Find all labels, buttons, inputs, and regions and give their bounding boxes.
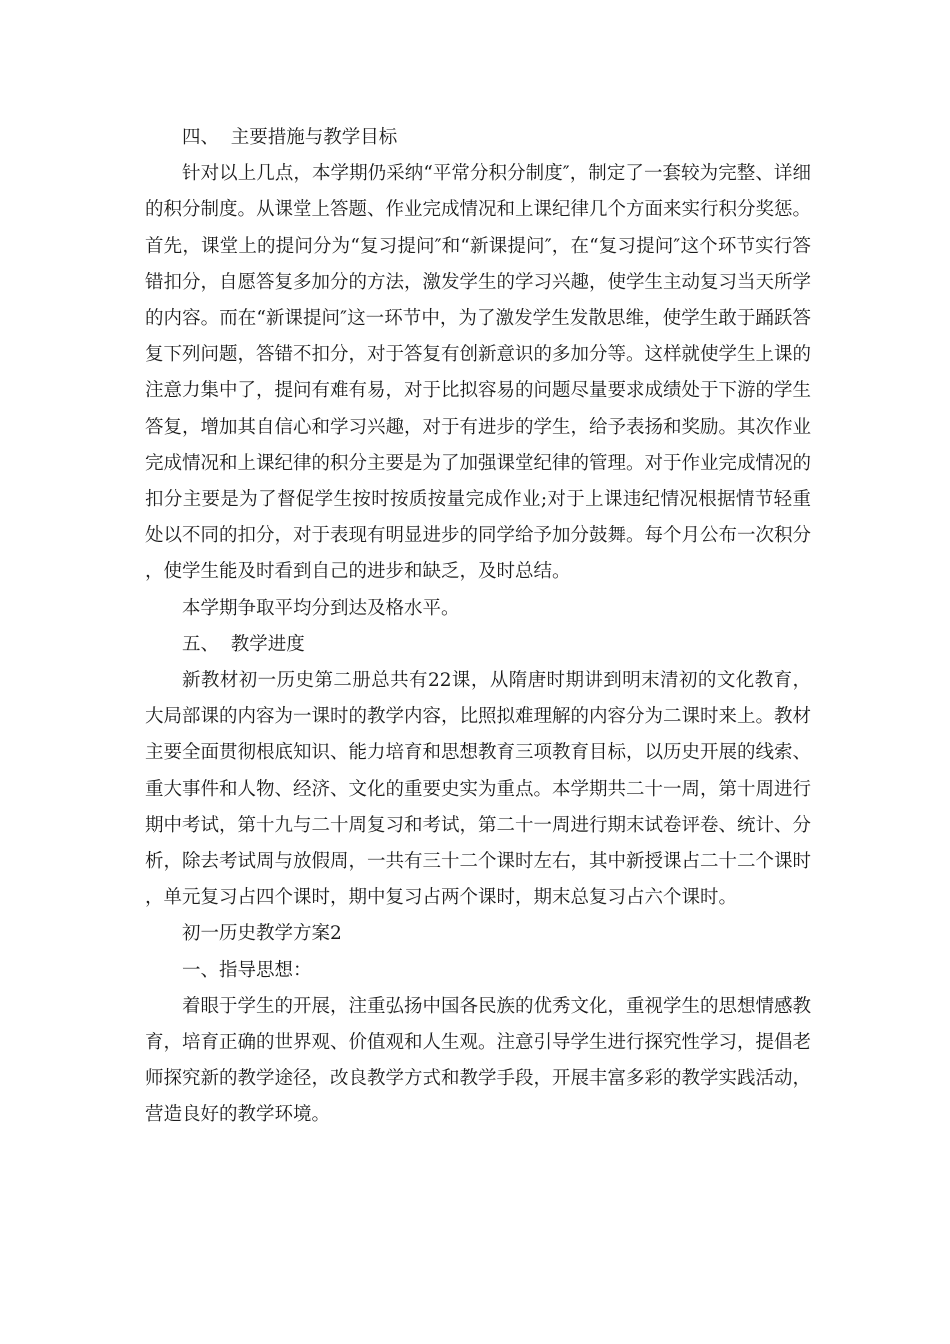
section-heading-progress: 五、 教学进度 bbox=[182, 633, 305, 655]
paragraph-points-system: 针对以上几点，本学期仍采纳“平常分积分制度″，制定了一套较为完整、详细的积分制度。从课堂上答题、作业完成情况和上课纪律几个方面来实行积分奖惩。首先，课堂上的提问分为“复习提问″和“新课提问″，在“复习提问″这个环节实行答错扣分，自愿答复多加分的方法，激发学生的学习兴趣，使学生主动复习当天所学的内容。而在“新课提问″这一环节中，为了激发学生发散思维，使学生敢于踊跃答复下列问题，答错不扣分，对于答复有创新意识的多加分等。这样就使学生上课的注意力集中了，提问有难有易，对于比拟容易的问题尽量要求成绩处于下游的学生答复，增加其自信心和学习兴趣，对于有进步的学生，给予表扬和奖励。其次作业完成情况和上课纪律的积分主要是为了加强课堂纪律的管理。对于作业完成情况的扣分主要是为了督促学生按时按质按量完成作业;对于上课违纪情况根据情节轻重处以不同的扣分，对于表现有明显进步的同学给予加分鼓舞。每个月公布一次积分，使学生能及时看到自己的进步和缺乏，及时总结。 bbox=[145, 163, 812, 583]
document-body bbox=[145, 120, 811, 1134]
paragraph-semester-goal: 本学期争取平均分到达及格水平。 bbox=[182, 597, 460, 619]
section-heading-measures: 四、 主要措施与教学目标 bbox=[182, 127, 398, 148]
section-heading-guiding-ideology: 一、指导思想： bbox=[182, 959, 312, 981]
plan-title: 初一历史教学方案2 bbox=[182, 923, 342, 945]
paragraph-teaching-progress: 新教材初一历史第二册总共有22课，从隋唐时期讲到明末清初的文化教育，大局部课的内容为一课时的教学内容，比照拟难理解的内容分为二课时来上。教材主要全面贯彻根底知识、能力培育和思想教育三项教育目标，以历史开展的线索、重大事件和人物、经济、文化的重要史实为重点。本学期共二十一周，第十周进行期中考试，第十九与二十周复习和考试，第二十一周进行期末试卷评卷、统计、分析，除去考试周与放假周，一共有三十二个课时左右，其中新授课占二十二个课时，单元复习占四个课时，期中复习占两个课时，期末总复习占六个课时。 bbox=[145, 670, 812, 909]
paragraph-guiding-ideology: 着眼于学生的开展，注重弘扬中国各民族的优秀文化，重视学生的思想情感教育，培育正确的世界观、价值观和人生观。注意引导学生进行探究性学习，提倡老师探究新的教学途径，改良教学方式和教学手段，开展丰富多彩的教学实践活动，营造良好的教学环境。 bbox=[145, 995, 812, 1126]
